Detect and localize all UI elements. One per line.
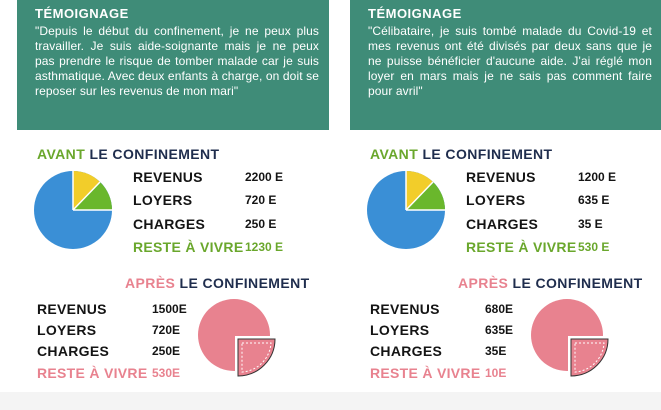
testimony-box [17,0,329,130]
bottom-strip [0,392,661,410]
after-heading [458,275,643,291]
row-value: 250 E [245,217,277,231]
row-label: RESTE À VIVRE [37,365,148,381]
row-label: LOYERS [37,322,97,338]
before-heading-rest: LE CONFINEMENT [89,146,220,162]
row-label: REVENUS [37,301,107,317]
row-value: 1500E [152,302,187,316]
row-value: 10E [485,366,507,380]
row-value: 1230 E [245,240,284,254]
after-heading-highlight: APRÈS [125,275,176,291]
before-heading [370,146,553,162]
row-value: 35 E [578,217,603,231]
row-value: 2200 E [245,170,284,184]
row-label: REVENUS [466,169,536,185]
row-label: LOYERS [466,192,526,208]
row-label: CHARGES [37,343,110,359]
row-label: RESTE À VIVRE [133,239,244,255]
row-label: REVENUS [133,169,203,185]
row-value: 530 E [578,240,610,254]
after-heading-highlight: APRÈS [458,275,509,291]
before-heading-rest: LE CONFINEMENT [422,146,553,162]
row-value: 635 E [578,193,610,207]
row-label: RESTE À VIVRE [466,239,577,255]
row-value: 680E [485,302,514,316]
row-value: 35E [485,344,507,358]
testimony-column-right [350,0,661,410]
before-heading-highlight: AVANT [370,146,419,162]
row-label: CHARGES [133,216,206,232]
before-pie-chart [33,170,113,250]
row-label: CHARGES [370,343,443,359]
testimony-title: TÉMOIGNAGE [35,6,129,21]
row-label: CHARGES [466,216,539,232]
after-pie-chart [197,298,279,380]
row-label: LOYERS [133,192,193,208]
row-value: 635E [485,323,514,337]
row-label: RESTE À VIVRE [370,365,481,381]
row-value: 720E [152,323,181,337]
testimony-box [350,0,661,130]
row-value: 530E [152,366,181,380]
row-value: 720 E [245,193,277,207]
row-label: REVENUS [370,301,440,317]
after-heading-rest: LE CONFINEMENT [512,275,643,291]
after-heading-rest: LE CONFINEMENT [179,275,310,291]
before-pie-chart [366,170,446,250]
before-heading [37,146,220,162]
testimony-title: TÉMOIGNAGE [368,6,462,21]
testimony-quote: "Depuis le début du confinement, je ne peux plus travailler. Je suis aide-soignante mais je ne peux pas prendre le risque de tomber malade car je suis asthmatique. Avec deux enfants à charge, on doit se reposer sur les revenus de mon mari" [35,24,319,98]
row-value: 250E [152,344,181,358]
testimony-quote: "Célibataire, je suis tombé malade du Covid-19 et mes revenus ont été divisés par deux sans que je ne puisse bénéficier d'aucune aide. J'ai réglé mon loyer en mars mais je ne sais pas comment faire pour avril" [368,24,652,98]
before-heading-highlight: AVANT [37,146,86,162]
after-pie-chart [530,298,612,380]
row-value: 1200 E [578,170,617,184]
after-heading [125,275,310,291]
row-label: LOYERS [370,322,430,338]
testimony-column-left [17,0,329,410]
